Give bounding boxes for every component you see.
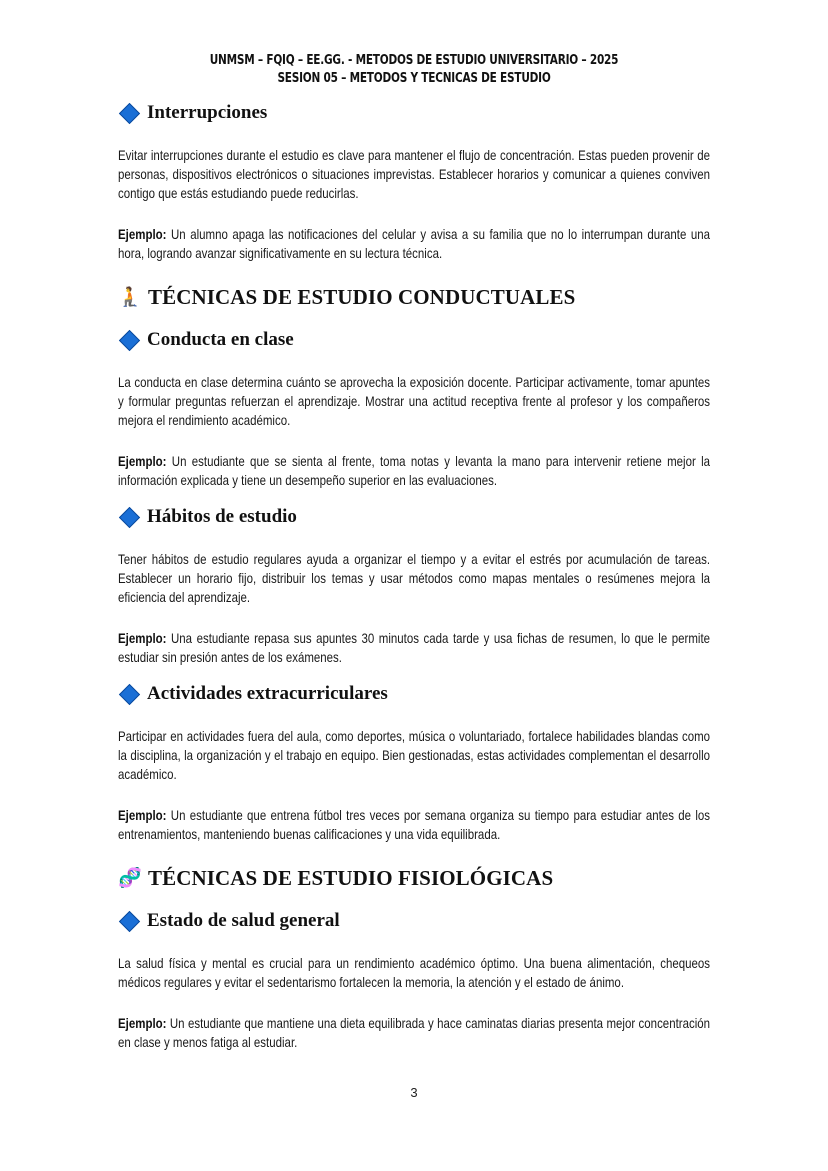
example-text: Un estudiante que entrena fútbol tres veces por semana organiza su tiempo para estudiar antes de los entrenamientos, manteniendo buenas calificaciones y una vida equilibrada.: [118, 807, 711, 842]
heading-interrupciones: [118, 98, 710, 128]
example-actividades-extracurriculares: [118, 806, 710, 844]
paragraph-habitos-de-estudio: Tener hábitos de estudio regulares ayuda a organizar el tiempo y a evitar el estrés por acumulación de tareas. Establecer un horario fijo, distribuir los temas y usar métodos como mapas mentales o resúmenes mejora la eficiencia del aprendizaje.: [118, 551, 711, 605]
example-estado-de-salud-general: [118, 1014, 710, 1052]
paragraph-estado-de-salud-general: La salud física y mental es crucial para un rendimiento académico óptimo. Una buena alimentación, chequeos médicos regulares y evitar el sedentarismo fortalecen la memoria, la atención y el estado de ánimo.: [118, 955, 711, 990]
kneeling-person-icon: 🧎: [118, 287, 142, 308]
blue-diamond-icon: [119, 102, 140, 123]
example-text: Una estudiante repasa sus apuntes 30 minutos cada tarde y usa fichas de resumen, lo que le permite estudiar sin presión antes de los exámenes.: [118, 630, 711, 665]
blue-diamond-icon: [119, 506, 140, 527]
example-label: Ejemplo:: [118, 807, 167, 823]
example-text: Un estudiante que mantiene una dieta equilibrada y hace caminatas diarias presenta mejor concentración en clase y menos fatiga al estudiar.: [118, 1015, 711, 1050]
heading-estado-de-salud-general: [118, 906, 710, 936]
paragraph-conducta-en-clase: La conducta en clase determina cuánto se aprovecha la exposición docente. Participar activamente, tomar apuntes y formular preguntas refuerzan el aprendizaje. Mostrar una actitud receptiva frente al profesor y los compañeros mejora el rendimiento académico.: [118, 374, 711, 428]
heading-text: TÉCNICAS DE ESTUDIO FISIOLÓGICAS: [148, 865, 554, 890]
example-label: Ejemplo:: [118, 1015, 167, 1031]
heading-habitos-de-estudio: [118, 502, 710, 532]
example-label: Ejemplo:: [118, 226, 167, 242]
dna-icon: 🧬: [118, 868, 142, 889]
heading-text: Hábitos de estudio: [147, 506, 297, 527]
page-number: 3: [410, 1085, 418, 1100]
paragraph-interrupciones: Evitar interrupciones durante el estudio es clave para mantener el flujo de concentración. Estas pueden provenir de personas, dispositivos electrónicos o situaciones imprevistas. Establecer horarios y comunicar a quienes conviven contigo que estás estudiando puede reducirlas.: [118, 147, 711, 201]
page-content: [118, 98, 710, 1052]
heading-text: TÉCNICAS DE ESTUDIO CONDUCTUALES: [148, 284, 576, 309]
heading-text: Interrupciones: [147, 102, 268, 123]
heading-tecnicas-fisiologicas: [118, 862, 710, 894]
example-text: Un estudiante que se sienta al frente, toma notas y levanta la mano para intervenir retiene mejor la información explicada y tiene un desempeño superior en las evaluaciones.: [118, 453, 711, 488]
heading-actividades-extracurriculares: [118, 679, 710, 709]
blue-diamond-icon: [119, 329, 140, 350]
example-label: Ejemplo:: [118, 630, 167, 646]
blue-diamond-icon: [119, 910, 140, 931]
blue-diamond-icon: [119, 683, 140, 704]
page-header: [0, 51, 828, 87]
heading-text: Conducta en clase: [147, 329, 294, 350]
example-label: Ejemplo:: [118, 453, 167, 469]
example-habitos-de-estudio: [118, 629, 710, 667]
heading-tecnicas-conductuales: [118, 281, 710, 313]
heading-text: Estado de salud general: [147, 910, 340, 931]
heading-text: Actividades extracurriculares: [147, 683, 388, 704]
header-session-line: SESION 05 – METODOS Y TECNICAS DE ESTUDIO: [277, 70, 551, 86]
example-conducta-en-clase: [118, 452, 710, 490]
header-course-line: UNMSM – FQIQ – EE.GG. - METODOS DE ESTUDIO UNIVERSITARIO – 2025: [209, 52, 619, 68]
paragraph-actividades-extracurriculares: Participar en actividades fuera del aula, como deportes, música o voluntariado, fortalece habilidades blandas como la disciplina, la organización y el trabajo en equipo. Bien gestionadas, estas actividades complementan el desarrollo académico.: [118, 728, 711, 782]
example-text: Un alumno apaga las notificaciones del celular y avisa a su familia que no lo interrumpan durante una hora, logrando avanzar significativamente en su lectura técnica.: [118, 226, 711, 261]
heading-conducta-en-clase: [118, 325, 710, 355]
example-interrupciones: [118, 225, 710, 263]
